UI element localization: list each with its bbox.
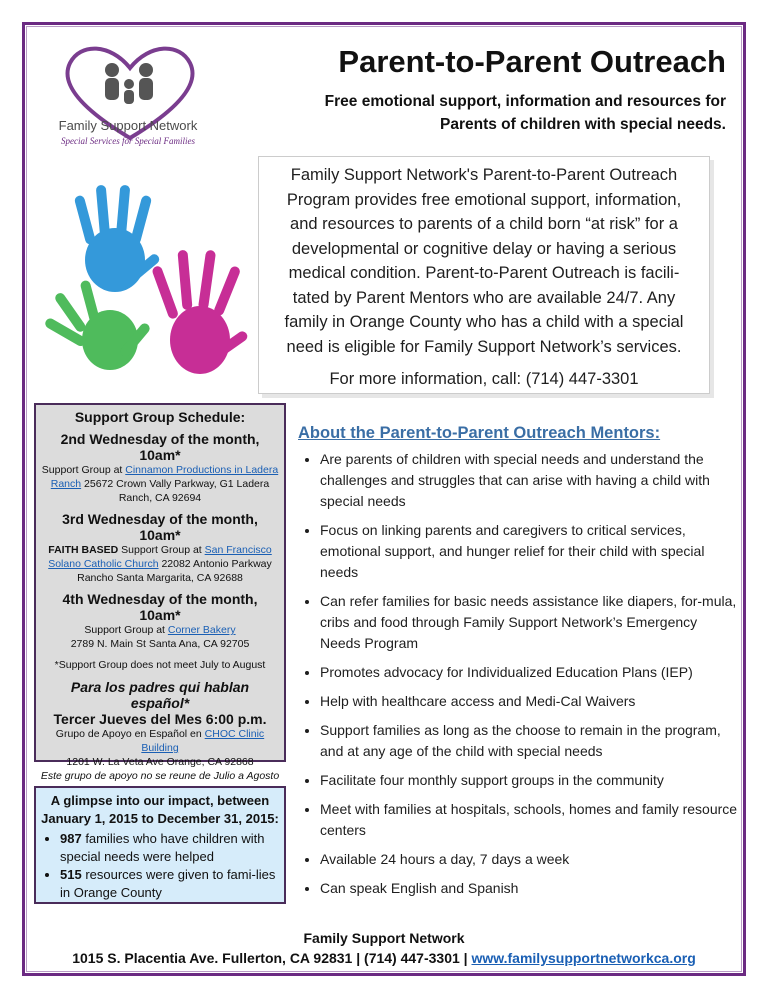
choc-clinic-link[interactable]: CHOC Clinic Building: [141, 728, 265, 754]
painted-handprints-image: [40, 170, 260, 400]
impact-heading-line-2: January 1, 2015 to December 31, 2015:: [41, 811, 279, 826]
list-item: • Are parents of children with special needs and understand the challenges and struggles that can arise with having a child with special needs: [320, 449, 738, 512]
about-list: [298, 449, 738, 899]
schedule-when-1: 2nd Wednesday of the month, 10am*: [60, 431, 260, 463]
spanish-address: 1201 W. La Veta Ave Orange, CA 92868: [66, 756, 254, 768]
about-heading: About the Parent-to-Parent Outreach Mentors:: [298, 424, 661, 442]
schedule-note: *Support Group does not meet July to August: [54, 659, 266, 671]
schedule-when-3: 4th Wednesday of the month, 10am*: [62, 591, 258, 623]
impact-text: families who have children with special needs were helped: [60, 831, 265, 864]
spanish-prefix: Grupo de Apoyo en Español en: [55, 728, 205, 740]
list-item: • Can speak English and Spanish: [320, 878, 738, 899]
list-item: • Facilitate four monthly support groups in the community: [320, 770, 738, 791]
logo-tagline: Special Services for Special Families: [61, 136, 195, 146]
san-francisco-solano-link[interactable]: San Francisco Solano Catholic Church: [48, 544, 272, 570]
schedule-address-3: 2789 N. Main St Santa Ana, CA 92705: [70, 638, 250, 650]
list-item: • Support families as long as the choose to remain in the program, and at any age of the child with special needs: [320, 720, 738, 762]
schedule-address-2: 22082 Antonio Parkway Rancho Santa Margarita, CA 92688: [77, 558, 272, 584]
list-item: • Meet with families at hospitals, schools, homes and family resource centers: [320, 799, 738, 841]
page-subtitle: [280, 90, 726, 136]
spanish-note: Este grupo de apoyo no se reune de Julio a Agosto: [40, 770, 280, 782]
list-item: • Help with healthcare access and Medi-Cal Waivers: [320, 691, 738, 712]
impact-item: [60, 830, 280, 866]
spanish-detail: [40, 727, 280, 783]
impact-heading: [40, 792, 280, 828]
schedule-prefix-2: Support Group at: [118, 544, 205, 556]
footer: [30, 928, 738, 968]
impact-number: 515: [60, 867, 82, 882]
corner-bakery-link[interactable]: Corner Bakery: [167, 624, 236, 636]
about-mentors-section: [298, 424, 738, 907]
list-item: • Can refer families for basic needs assistance like diapers, for-mula, cribs and food through Family Support Network’s Emergency Needs Program: [320, 591, 738, 654]
list-item: • Available 24 hours a day, 7 days a week: [320, 849, 738, 870]
impact-number: 987: [60, 831, 82, 846]
footer-address: 1015 S. Placentia Ave. Fullerton, CA 92831 | (714) 447-3301 |: [72, 950, 472, 966]
schedule-address-1: 25672 Crown Vally Parkway, G1 Ladera Ranch, CA 92694: [81, 478, 270, 504]
spanish-heading: Para los padres qui hablan español*: [70, 679, 250, 711]
spanish-when: Tercer Jueves del Mes 6:00 p.m.: [53, 711, 267, 727]
footer-contact: [30, 948, 738, 968]
cinnamon-productions-link[interactable]: Cinnamon Productions in Ladera Ranch: [50, 464, 279, 490]
impact-item: [60, 866, 280, 902]
schedule-detail-2: [40, 543, 280, 585]
schedule-detail-1: [40, 463, 280, 505]
subtitle-line-2: Parents of children with special needs.: [440, 116, 726, 133]
logo-name: Family Support Network: [58, 118, 198, 133]
subtitle-line-1: Free emotional support, information and resources for: [324, 93, 726, 110]
intro-text: Family Support Network's Parent-to-Parent Outreach Program provides free emotional support, information, and resources to parents of a child born “at risk” for a developmental or cognitive delay or having a serious medical condition. Parent-to-Parent Outreach is facili-tated by Parent Mentors who are available 24/7. Any family in Orange County who has a child with a special need is eligible for Family Support Network’s services.: [284, 166, 684, 356]
intro-box: [258, 156, 710, 394]
impact-box: [34, 786, 286, 904]
page-title: Parent-to-Parent Outreach: [338, 44, 726, 79]
website-link[interactable]: www.familysupportnetworkca.org: [471, 950, 696, 966]
impact-list: [40, 830, 280, 902]
schedule-when-2: 3rd Wednesday of the month, 10am*: [62, 511, 258, 543]
contact-phone-line: For more information, call: (714) 447-3301: [329, 370, 639, 388]
schedule-detail-3: [40, 623, 280, 651]
support-group-schedule: [34, 403, 286, 782]
schedule-prefix-3: Support Group at: [84, 624, 168, 636]
impact-text: resources were given to fami-lies in Orange County: [60, 867, 276, 900]
list-item: • Focus on linking parents and caregivers to critical services, emotional support, and hunger relief for their child with special needs: [320, 520, 738, 583]
schedule-prefix-1: Support Group at: [41, 464, 126, 476]
list-item: • Promotes advocacy for Individualized Education Plans (IEP): [320, 662, 738, 683]
impact-heading-line-1: A glimpse into our impact, between: [50, 793, 270, 808]
faith-based-label: FAITH BASED: [48, 544, 119, 556]
footer-org: Family Support Network: [303, 930, 465, 946]
schedule-heading: Support Group Schedule:: [74, 409, 246, 425]
